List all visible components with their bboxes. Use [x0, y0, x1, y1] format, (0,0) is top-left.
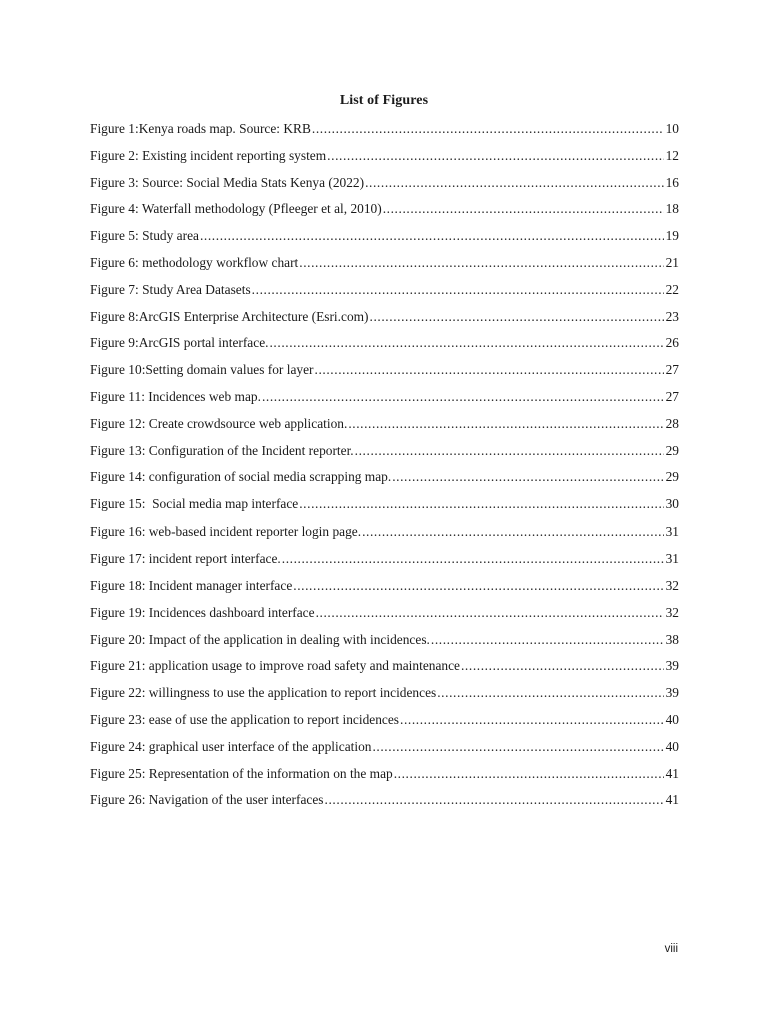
- figure-entry[interactable]: [90, 255, 679, 282]
- figure-entry-page: 31: [665, 524, 679, 540]
- figure-entry-page: 27: [665, 362, 679, 378]
- figure-entry[interactable]: [90, 282, 679, 309]
- figure-entry-page: 27: [665, 388, 679, 404]
- dot-leader: [315, 362, 664, 378]
- figure-list: [90, 121, 679, 819]
- figure-entry[interactable]: [90, 469, 679, 496]
- figure-entry-page: 23: [665, 308, 679, 324]
- dot-leader: [316, 605, 664, 621]
- figure-entry[interactable]: [90, 632, 679, 659]
- figure-entry-page: 32: [665, 577, 679, 593]
- figure-entry[interactable]: [90, 309, 679, 336]
- dot-leader: [355, 443, 664, 459]
- figure-entry-page: 38: [665, 631, 679, 647]
- figure-entry-page: 26: [665, 335, 679, 351]
- figure-entry-title: Figure 5: Study area: [90, 228, 199, 244]
- figure-entry-title: Figure 12: Create crowdsource web application.: [90, 415, 348, 431]
- figure-entry[interactable]: [90, 389, 679, 416]
- figure-entry[interactable]: [90, 443, 679, 470]
- figure-entry[interactable]: [90, 121, 679, 148]
- figure-entry-page: 29: [665, 469, 679, 485]
- figure-entry-title: Figure 16: web-based incident reporter login page.: [90, 524, 362, 540]
- figure-entry-title: Figure 14: configuration of social media scrapping map.: [90, 469, 392, 485]
- figure-entry-title: Figure 25: Representation of the information on the map: [90, 765, 393, 781]
- figure-entry[interactable]: [90, 175, 679, 202]
- page-number: viii: [664, 943, 678, 955]
- figure-entry[interactable]: [90, 228, 679, 255]
- figure-entry-title: Figure 6: methodology workflow chart: [90, 254, 299, 270]
- figure-entry-title: Figure 11: Incidences web map.: [90, 388, 261, 404]
- figure-entry-page: 10: [665, 121, 679, 136]
- figure-entry-title: Figure 7: Study Area Datasets: [90, 281, 251, 297]
- dot-leader: [372, 739, 663, 755]
- figure-entry-title: Figure 21: application usage to improve road safety and maintenance: [90, 658, 460, 674]
- figure-entry-page: 41: [665, 765, 679, 781]
- figure-entry[interactable]: [90, 362, 679, 389]
- dot-leader: [370, 309, 664, 325]
- figure-entry-title: Figure 4: Waterfall methodology (Pfleeger et al, 2010): [90, 201, 382, 217]
- figure-entry-page: 39: [665, 658, 679, 674]
- dot-leader: [262, 389, 664, 405]
- figure-entry-page: 18: [665, 201, 679, 217]
- figure-entry[interactable]: [90, 524, 679, 551]
- figure-entry[interactable]: [90, 712, 679, 739]
- dot-leader: [325, 792, 664, 808]
- dot-leader: [299, 496, 663, 512]
- figure-entry-title: Figure 13: Configuration of the Incident reporter.: [90, 442, 354, 458]
- figure-entry-title: Figure 17: incident report interface.: [90, 551, 281, 567]
- figure-entry-title: Figure 24: graphical user interface of the application: [90, 738, 372, 754]
- figure-entry[interactable]: [90, 685, 679, 712]
- figure-entry[interactable]: [90, 551, 679, 578]
- dot-leader: [437, 685, 663, 701]
- dot-leader: [282, 551, 664, 567]
- page-title: List of Figures: [339, 93, 429, 108]
- figure-entry-page: 28: [665, 415, 679, 431]
- dot-leader: [269, 335, 663, 351]
- dot-leader: [365, 175, 664, 191]
- dot-leader: [392, 469, 663, 485]
- figure-entry-title: Figure 3: Source: Social Media Stats Kenya (2022): [90, 174, 365, 190]
- figure-entry-title: Figure 18: Incident manager interface: [90, 577, 293, 593]
- figure-entry-page: 31: [665, 551, 679, 567]
- figure-entry-title: Figure 10:Setting domain values for layer: [90, 362, 314, 378]
- figure-entry-page: 30: [665, 496, 679, 512]
- dot-leader: [383, 201, 664, 217]
- figure-entry-title: Figure 23: ease of use the application to report incidences: [90, 711, 399, 727]
- figure-entry-title: Figure 8:ArcGIS Enterprise Architecture (Esri.com): [90, 308, 369, 324]
- figure-entry-title: Figure 15: Social media map interface: [90, 496, 299, 512]
- figure-entry[interactable]: [90, 335, 679, 362]
- dot-leader: [200, 228, 664, 244]
- figure-entry-page: 39: [665, 685, 679, 701]
- figure-entry-page: 41: [665, 792, 679, 808]
- figure-entry-title: Figure 9:ArcGIS portal interface.: [90, 335, 269, 351]
- figure-entry-page: 22: [665, 281, 679, 297]
- figure-entry-page: 29: [665, 442, 679, 458]
- figure-entry[interactable]: [90, 416, 679, 443]
- dot-leader: [252, 282, 664, 298]
- figure-entry-page: 40: [665, 711, 679, 727]
- figure-entry-page: 19: [665, 228, 679, 244]
- dot-leader: [362, 524, 664, 540]
- figure-entry-title: Figure 26: Navigation of the user interfaces: [90, 792, 324, 808]
- figure-entry[interactable]: [90, 739, 679, 766]
- dot-leader: [293, 578, 663, 594]
- figure-entry-title: Figure 20: Impact of the application in dealing with incidences.: [90, 631, 430, 647]
- dot-leader: [431, 632, 664, 648]
- dot-leader: [299, 255, 663, 271]
- dot-leader: [394, 766, 664, 782]
- dot-leader: [348, 416, 663, 432]
- figure-entry-title: Figure 1:Kenya roads map. Source: KRB: [90, 121, 311, 136]
- figure-entry-page: 12: [665, 147, 679, 163]
- figure-entry-title: Figure 19: Incidences dashboard interface: [90, 604, 315, 620]
- figure-entry[interactable]: [90, 658, 679, 685]
- dot-leader: [400, 712, 664, 728]
- dot-leader: [312, 121, 664, 137]
- figure-entry-page: 21: [665, 254, 679, 270]
- figure-entry[interactable]: [90, 496, 679, 523]
- figure-entry-page: 16: [665, 174, 679, 190]
- figure-entry[interactable]: [90, 201, 679, 228]
- dot-leader: [327, 148, 663, 164]
- figure-entry-page: 32: [665, 604, 679, 620]
- figure-entry[interactable]: [90, 766, 679, 793]
- figure-entry[interactable]: [90, 148, 679, 175]
- figure-entry[interactable]: [90, 792, 679, 819]
- dot-leader: [461, 658, 664, 674]
- figure-entry[interactable]: [90, 578, 679, 605]
- figure-entry[interactable]: [90, 605, 679, 632]
- figure-entry-title: Figure 2: Existing incident reporting system: [90, 147, 327, 163]
- figure-entry-page: 40: [665, 738, 679, 754]
- figure-entry-title: Figure 22: willingness to use the application to report incidences: [90, 685, 437, 701]
